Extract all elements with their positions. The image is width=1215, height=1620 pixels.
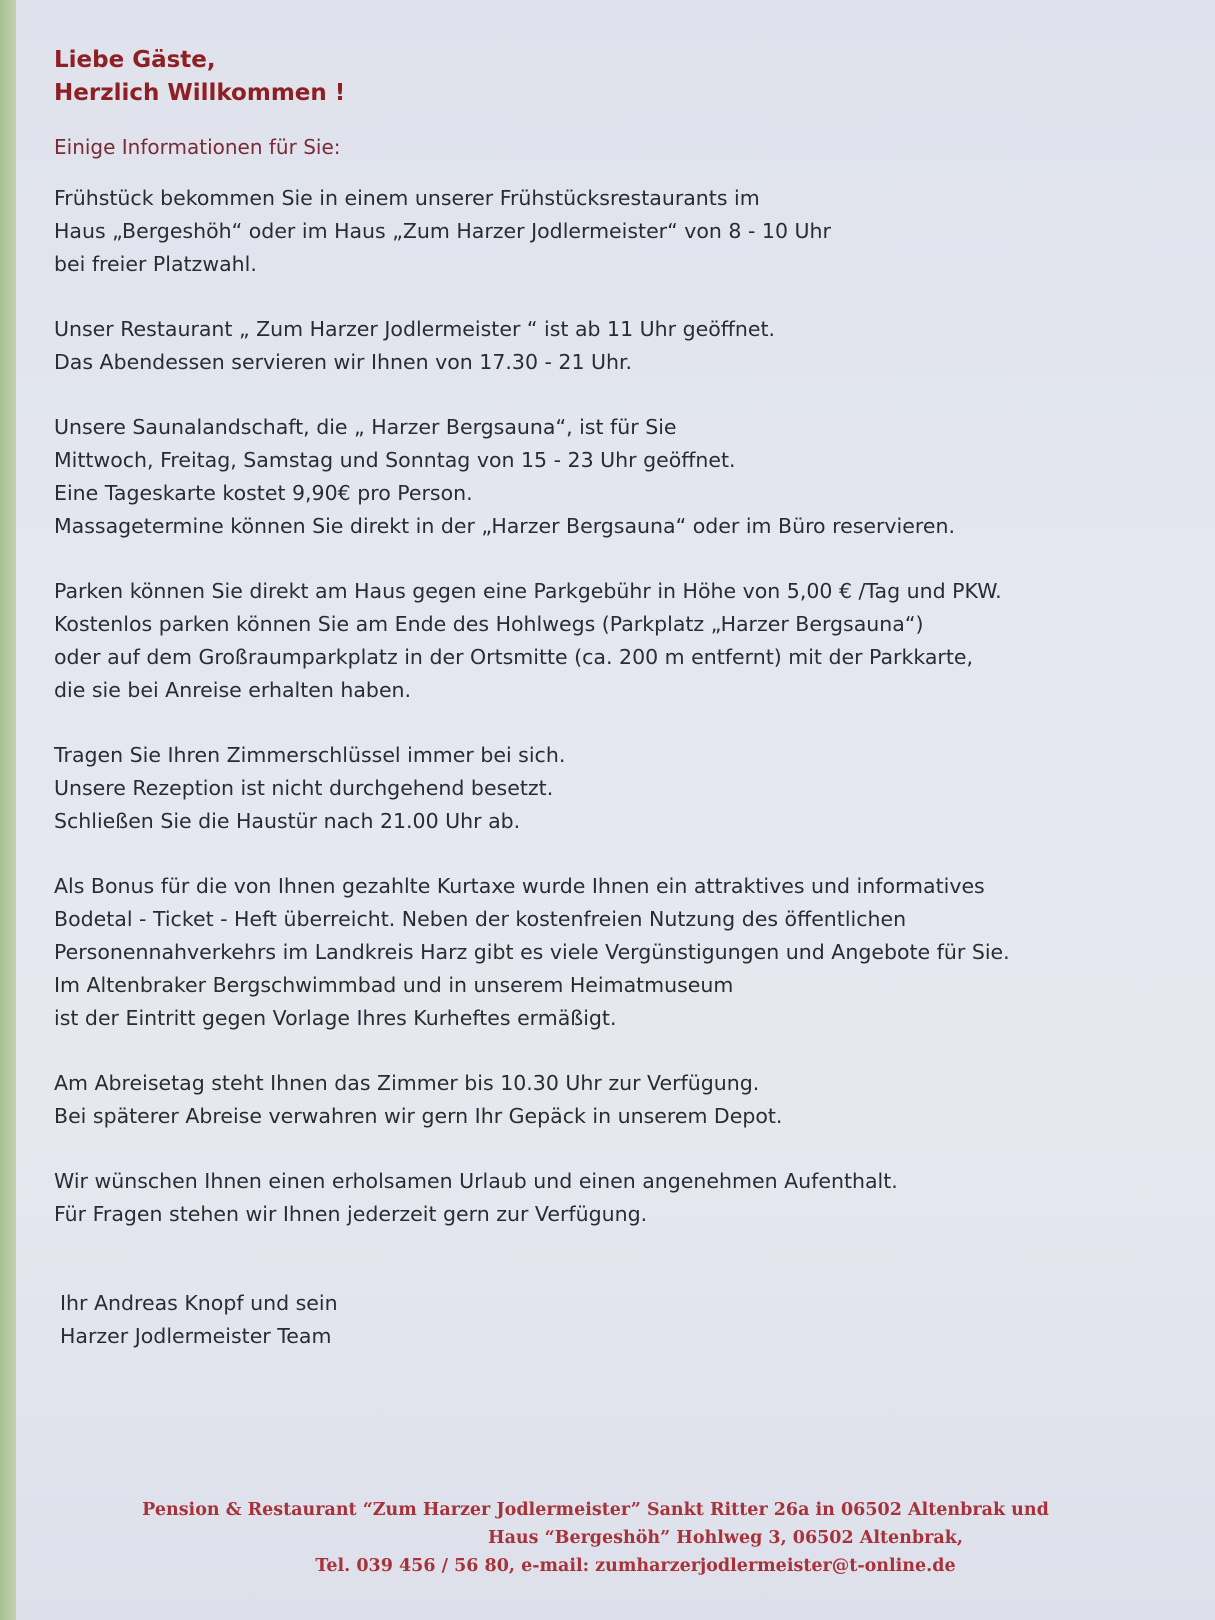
letter-sheet [16, 0, 1215, 1620]
paragraph-sauna [54, 411, 1184, 543]
text-line: Im Altenbraker Bergschwimmbad und in unserem Heimatmuseum [54, 973, 734, 997]
text-line: Am Abreisetag steht Ihnen das Zimmer bis 10.30 Uhr zur Verfügung. [54, 1071, 760, 1095]
paragraph-kurtaxe-bonus [54, 870, 1184, 1035]
signature-block [60, 1287, 1184, 1353]
text-line: Schließen Sie die Haustür nach 21.00 Uhr ab. [54, 809, 521, 833]
signature-line-1: Ihr Andreas Knopf und sein [60, 1291, 338, 1315]
text-line: ist der Eintritt gegen Vorlage Ihres Kurheftes ermäßigt. [54, 1006, 617, 1030]
paragraph-departure [54, 1067, 1184, 1133]
text-line: Frühstück bekommen Sie in einem unserer Frühstücksrestaurants im [54, 186, 760, 210]
background-edge [0, 0, 16, 1620]
text-line: Kostenlos parken können Sie am Ende des Hohlwegs (Parkplatz „Harzer Bergsauna“) [54, 612, 924, 636]
text-line: Unsere Rezeption ist nicht durchgehend besetzt. [54, 776, 554, 800]
text-line: oder auf dem Großraumparkplatz in der Ortsmitte (ca. 200 m entfernt) mit der Parkkarte, [54, 645, 974, 669]
text-line: Als Bonus für die von Ihnen gezahlte Kurtaxe wurde Ihnen ein attraktives und informatives [54, 874, 985, 898]
greeting-line-1: Liebe Gäste, [54, 47, 216, 73]
text-line: bei freier Platzwahl. [54, 252, 257, 276]
text-line: Bodetal - Ticket - Heft überreicht. Neben der kostenfreien Nutzung des öffentlichen [54, 907, 907, 931]
text-line: Unser Restaurant „ Zum Harzer Jodlermeister “ ist ab 11 Uhr geöffnet. [54, 317, 776, 341]
text-line: Unsere Saunalandschaft, die „ Harzer Bergsauna“, ist für Sie [54, 415, 677, 439]
paragraph-room-key [54, 739, 1184, 838]
text-line: Für Fragen stehen wir Ihnen jederzeit gern zur Verfügung. [54, 1202, 648, 1226]
paragraph-parking [54, 575, 1184, 707]
text-line: Wir wünschen Ihnen einen erholsamen Urlaub und einen angenehmen Aufenthalt. [54, 1169, 898, 1193]
text-line: Mittwoch, Freitag, Samstag und Sonntag von 15 - 23 Uhr geöffnet. [54, 448, 736, 472]
paragraph-breakfast [54, 182, 1184, 281]
paragraph-wishes [54, 1165, 1184, 1231]
text-line: Tragen Sie Ihren Zimmerschlüssel immer bei sich. [54, 743, 566, 767]
text-line: Das Abendessen servieren wir Ihnen von 17.30 - 21 Uhr. [54, 350, 633, 374]
text-line: Personennahverkehrs im Landkreis Harz gibt es viele Vergünstigungen und Angebote für Sie. [54, 940, 1010, 964]
text-line: Parken können Sie direkt am Haus gegen eine Parkgebühr in Höhe von 5,00 € /Tag und PKW. [54, 579, 1002, 603]
greeting-line-2: Herzlich Willkommen ! [54, 80, 346, 106]
greeting-heading [54, 44, 1184, 110]
letterhead-footer [16, 1496, 1215, 1580]
letter-body [54, 44, 1184, 1353]
footer-contact-line: Tel. 039 456 / 56 80, e-mail: zumharzerjodlermeister@t-online.de [315, 1556, 956, 1576]
footer-address-line-2: Haus “Bergeshöh” Hohlweg 3, 06502 Altenbrak, [488, 1528, 963, 1548]
signature-line-2: Harzer Jodlermeister Team [60, 1324, 332, 1348]
text-line: Massagetermine können Sie direkt in der „Harzer Bergsauna“ oder im Büro reservieren. [54, 514, 955, 538]
text-line: Bei späterer Abreise verwahren wir gern Ihr Gepäck in unserem Depot. [54, 1104, 783, 1128]
intro-text: Einige Informationen für Sie: [54, 135, 341, 159]
text-line: Eine Tageskarte kostet 9,90€ pro Person. [54, 481, 473, 505]
footer-address-line-1: Pension & Restaurant “Zum Harzer Jodlermeister” Sankt Ritter 26a in 06502 Altenbrak und [142, 1500, 1049, 1520]
text-line: die sie bei Anreise erhalten haben. [54, 678, 412, 702]
text-line: Haus „Bergeshöh“ oder im Haus „Zum Harzer Jodlermeister“ von 8 - 10 Uhr [54, 219, 831, 243]
paragraph-restaurant [54, 313, 1184, 379]
